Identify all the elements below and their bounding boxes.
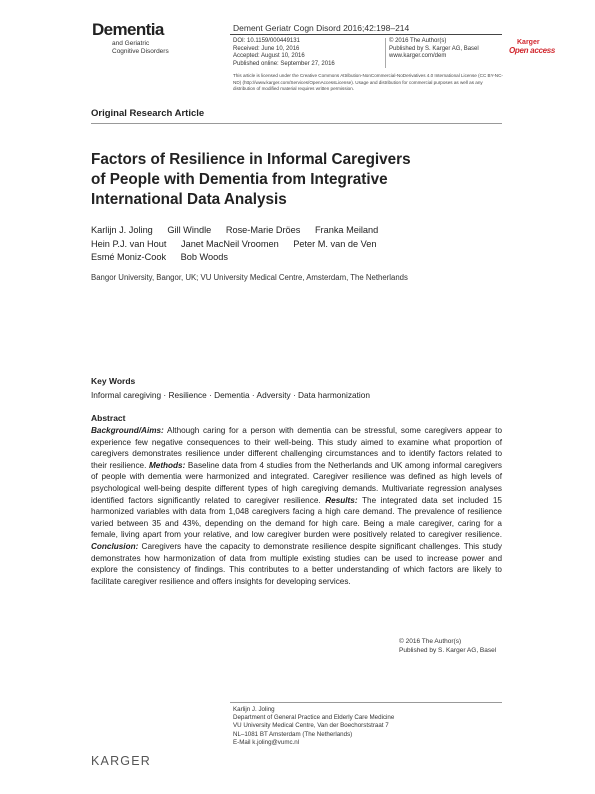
publisher-logo: KARGER (91, 754, 151, 768)
article-type-rule (91, 123, 502, 124)
author: Gill Windle (167, 225, 212, 235)
publisher-info: © 2016 The Author(s) Published by S. Karger AG, Basel www.karger.com/dem (389, 38, 479, 59)
journal-logo-title: Dementia (92, 20, 164, 39)
correspondence-email[interactable]: E-Mail k.joling@vumc.nl (233, 738, 300, 746)
journal-logo-subtitle: and Geriatric Cognitive Disorders (112, 40, 169, 55)
open-access-logo: Karger Open access (509, 39, 556, 55)
meta-divider (385, 38, 386, 68)
license-notice: This article is licensed under the Creative Commons Attribution-NonCommercial-NoDerivatives 4.0 International License (CC BY-NC-ND) (http://www.karger.com/Services/OpenAccessLicense). Usage and distribution for commercial purposes as well as any distribution of modified material requires written permission. (233, 73, 503, 92)
author: Karlijn J. Joling (91, 225, 153, 235)
author: Franka Meiland (314, 225, 379, 235)
affiliation: Bangor University, Bangor, UK; VU University Medical Centre, Amsterdam, The Netherlands (91, 273, 408, 282)
author: Janet MacNeil Vroomen (180, 238, 279, 249)
correspondence-address: Karlijn J. Joling Department of General Practice and Elderly Care Medicine VU University Medical Centre, Van der Boechorststraat 7 NL–1081 BT Amsterdam (The Netherlands) E-Mail k.joling@vumc.nl (233, 706, 395, 746)
author: Bob Woods (180, 252, 228, 262)
abstract-methods-label: Methods: (148, 460, 186, 470)
abstract-results-label: Results: (325, 495, 358, 505)
doi: DOI: 10.1159/000449131 (233, 38, 300, 44)
copyright-notice: © 2016 The Author(s) Published by S. Karger AG, Basel (399, 638, 497, 654)
accepted-date: Accepted: August 10, 2016 (233, 53, 305, 59)
author: Peter M. van de Ven (293, 238, 377, 249)
correspondence-rule (230, 702, 502, 703)
abstract-conclusion-label: Conclusion: (91, 541, 139, 551)
published-date: Published online: September 27, 2016 (233, 60, 335, 67)
abstract-heading: Abstract (91, 413, 126, 423)
author: Esmé Moniz-Cook (91, 252, 167, 262)
journal-url[interactable]: www.karger.com/dem (389, 53, 447, 59)
article-type: Original Research Article (91, 108, 205, 119)
abstract-background-label: Background/Aims: (91, 426, 164, 435)
keywords: Informal caregiving · Resilience · Dementia · Adversity · Data harmonization (91, 390, 370, 400)
author: Rose-Marie Dröes (225, 225, 301, 235)
header-rule (230, 34, 502, 35)
article-title: Factors of Resilience in Informal Caregivers of People with Dementia from Integrative International Data Analysis (91, 151, 411, 208)
corresponding-author: Karlijn J. Joling (233, 706, 275, 713)
author: Hein P.J. van Hout (91, 238, 167, 249)
author-list (91, 224, 511, 265)
keywords-heading: Key Words (91, 376, 136, 386)
received-date: Received: June 10, 2016 (233, 45, 300, 52)
journal-reference: Dement Geriatr Cogn Disord 2016;42:198–214 (233, 23, 410, 33)
abstract-text: Background/Aims: Although caring for a person with dementia can be stressful, some caregivers appear to experience few negative consequences to their well-being. This study aimed to examine what proportion of caregivers demonstrates resilience under different challenging circumstances and to identify factors related to their resilience. Methods: Baseline data from 4 studies from the Netherlands and UK among informal caregivers of people with dementia were harmonized and integrated. Caregiver resilience was defined as high levels of psychological well-being despite different types of high caregiving demands. Multivariate regression analyses identified factors significantly related to caregiver resilience. Results: The integrated data set included 15 harmonized variables with data from 1,048 caregivers facing a high care demand. The prevalence of resilience varied between 35 and 43%, depending on the demand for high care. Being a male caregiver, caring for a female, living apart from your relative, and low caregiver burden were positively related to caregiver resilience. Conclusion: Caregivers have the capacity to demonstrate resilience despite significant challenges. This study demonstrates how harmonization of data from multiple existing studies can be used to increase power and explore the consistency of findings. This contributes to a better understanding of which factors are likely to facilitate caregiver resilience and offers insights for developing services. (91, 426, 502, 586)
article-dates (233, 38, 335, 68)
